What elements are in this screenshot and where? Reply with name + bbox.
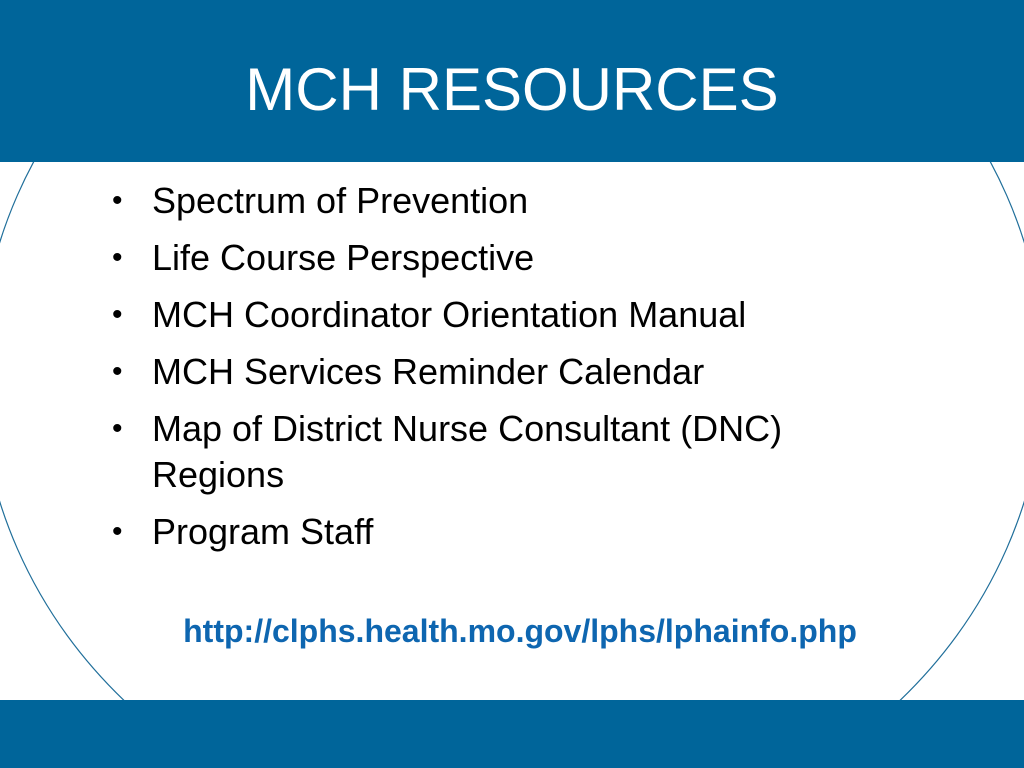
list-item-text: MCH Coordinator Orientation Manual	[152, 294, 747, 335]
footer-bar	[0, 700, 1024, 768]
list-item	[108, 509, 888, 555]
bullet-icon: •	[112, 355, 123, 388]
list-item-text: Spectrum of Prevention	[152, 180, 529, 221]
list-item-text: Map of District Nurse Consultant (DNC) Regions	[152, 408, 783, 495]
slide-title: MCH RESOURCES	[245, 56, 779, 123]
bullet-list	[108, 178, 888, 566]
list-item	[108, 235, 888, 281]
bullet-icon: •	[112, 298, 123, 331]
bullet-icon: •	[112, 241, 123, 274]
bullet-icon: •	[112, 412, 123, 445]
list-item	[108, 406, 888, 498]
list-item	[108, 292, 888, 338]
list-item-text: Life Course Perspective	[152, 237, 535, 278]
resource-url-link[interactable]: http://clphs.health.mo.gov/lphs/lphainfo.php	[183, 613, 857, 649]
bullet-icon: •	[112, 515, 123, 548]
list-item	[108, 349, 888, 395]
list-item-text: Program Staff	[152, 511, 374, 552]
list-item-text: MCH Services Reminder Calendar	[152, 351, 705, 392]
list-item	[108, 178, 888, 224]
bullet-icon: •	[112, 184, 123, 217]
